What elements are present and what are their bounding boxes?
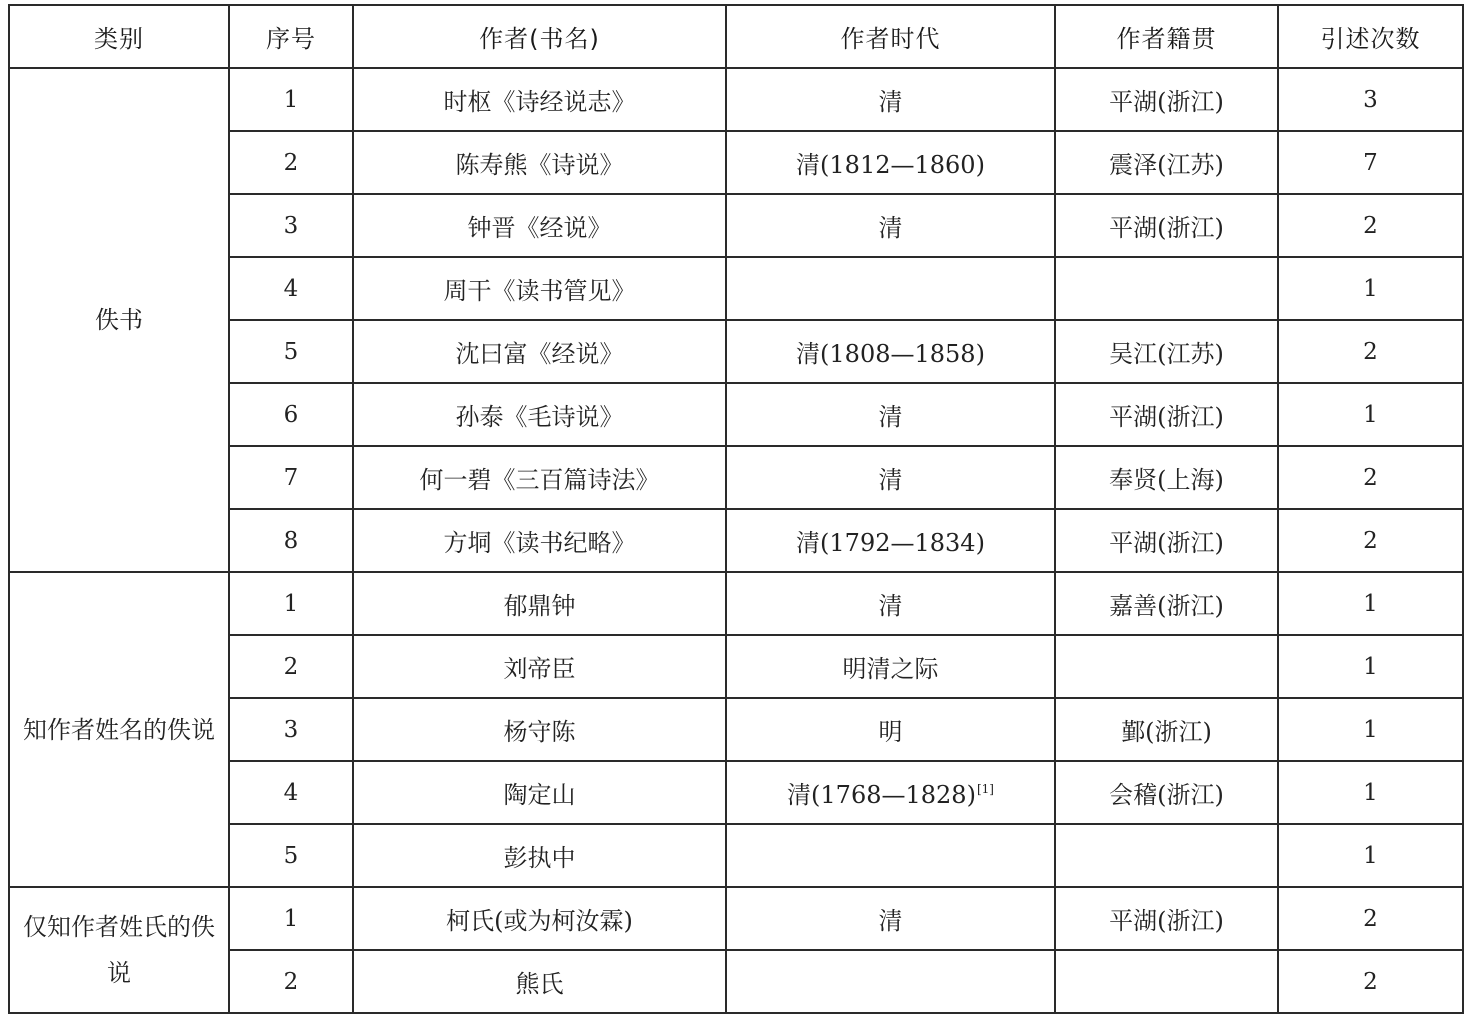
citations-cell-text: 2 bbox=[1363, 968, 1378, 995]
author-book-cell-text: 时枢《诗经说志》 bbox=[443, 88, 636, 116]
native-place-cell bbox=[1055, 131, 1278, 194]
header-seq: 序号 bbox=[229, 5, 353, 68]
citations-cell bbox=[1278, 572, 1463, 635]
era-cell bbox=[726, 572, 1055, 635]
seq-cell bbox=[229, 509, 353, 572]
author-book-cell bbox=[353, 257, 726, 320]
citations-cell-text: 1 bbox=[1363, 401, 1378, 428]
citations-cell-text: 2 bbox=[1363, 338, 1378, 365]
seq-cell-text: 1 bbox=[283, 86, 299, 113]
seq-cell bbox=[229, 383, 353, 446]
author-book-cell bbox=[353, 761, 726, 824]
header-native-place: 作者籍贯 bbox=[1055, 5, 1278, 68]
seq-cell-text: 6 bbox=[283, 401, 299, 428]
seq-cell bbox=[229, 320, 353, 383]
author-book-cell bbox=[353, 572, 726, 635]
author-book-cell-text: 方垌《读书纪略》 bbox=[443, 529, 636, 557]
citations-cell bbox=[1278, 131, 1463, 194]
seq-cell-text: 1 bbox=[283, 590, 299, 617]
native-place-cell bbox=[1055, 572, 1278, 635]
seq-cell-text: 5 bbox=[283, 338, 299, 365]
author-book-cell bbox=[353, 446, 726, 509]
native-place-cell bbox=[1055, 698, 1278, 761]
citations-cell-text: 2 bbox=[1363, 212, 1378, 239]
footnote-marker: [1] bbox=[976, 782, 994, 796]
author-book-cell bbox=[353, 383, 726, 446]
header-category: 类别 bbox=[9, 5, 229, 68]
author-book-cell-text: 周干《读书管见》 bbox=[443, 277, 636, 305]
citations-cell bbox=[1278, 698, 1463, 761]
seq-cell-text: 4 bbox=[283, 275, 299, 302]
seq-cell-text: 4 bbox=[283, 779, 299, 806]
author-book-cell bbox=[353, 824, 726, 887]
citations-cell bbox=[1278, 887, 1463, 950]
seq-cell bbox=[229, 257, 353, 320]
header-author-book: 作者(书名) bbox=[353, 5, 726, 68]
native-place-cell-text: 平湖(浙江) bbox=[1109, 529, 1224, 557]
native-place-cell bbox=[1055, 824, 1278, 887]
seq-cell-text: 2 bbox=[283, 653, 299, 680]
seq-cell-text: 3 bbox=[283, 716, 299, 743]
author-book-cell-text: 熊氏 bbox=[515, 970, 564, 998]
category-cell: 佚书 bbox=[9, 68, 229, 572]
native-place-cell bbox=[1055, 320, 1278, 383]
seq-cell bbox=[229, 950, 353, 1013]
citations-cell bbox=[1278, 383, 1463, 446]
seq-cell-text: 3 bbox=[283, 212, 299, 239]
era-cell-text: 清 bbox=[878, 214, 903, 242]
seq-cell-text: 8 bbox=[283, 527, 299, 554]
native-place-cell bbox=[1055, 761, 1278, 824]
citations-cell-text: 2 bbox=[1363, 464, 1378, 491]
author-book-cell-text: 陈寿熊《诗说》 bbox=[455, 151, 624, 179]
seq-cell bbox=[229, 446, 353, 509]
citations-cell-text: 2 bbox=[1363, 527, 1378, 554]
seq-cell-text: 7 bbox=[283, 464, 299, 491]
era-cell-text: 清 bbox=[878, 907, 903, 935]
author-book-cell-text: 郁鼎钟 bbox=[503, 592, 576, 620]
author-book-cell bbox=[353, 698, 726, 761]
citations-cell bbox=[1278, 257, 1463, 320]
table-row bbox=[9, 68, 1463, 131]
era-cell-text: 清(1812—1860) bbox=[796, 151, 985, 179]
citations-cell bbox=[1278, 761, 1463, 824]
seq-cell bbox=[229, 761, 353, 824]
author-book-cell bbox=[353, 950, 726, 1013]
native-place-cell-text: 嘉善(浙江) bbox=[1109, 592, 1224, 620]
author-book-cell bbox=[353, 887, 726, 950]
citations-cell bbox=[1278, 194, 1463, 257]
table-row bbox=[9, 572, 1463, 635]
category-cell: 知作者姓名的佚说 bbox=[9, 572, 229, 887]
native-place-cell bbox=[1055, 383, 1278, 446]
citations-cell-text: 1 bbox=[1363, 275, 1378, 302]
native-place-cell-text: 震泽(江苏) bbox=[1109, 151, 1224, 179]
era-cell bbox=[726, 320, 1055, 383]
era-cell bbox=[726, 698, 1055, 761]
era-cell bbox=[726, 383, 1055, 446]
native-place-cell bbox=[1055, 887, 1278, 950]
native-place-cell-text: 鄞(浙江) bbox=[1121, 718, 1212, 746]
author-book-cell bbox=[353, 509, 726, 572]
seq-cell-text: 5 bbox=[283, 842, 299, 869]
author-book-cell bbox=[353, 635, 726, 698]
author-book-cell bbox=[353, 68, 726, 131]
era-cell-text: 清 bbox=[878, 88, 903, 116]
native-place-cell bbox=[1055, 509, 1278, 572]
author-book-cell-text: 沈曰富《经说》 bbox=[455, 340, 624, 368]
citations-cell bbox=[1278, 509, 1463, 572]
era-cell bbox=[726, 257, 1055, 320]
era-cell bbox=[726, 131, 1055, 194]
citations-cell bbox=[1278, 320, 1463, 383]
native-place-cell bbox=[1055, 950, 1278, 1013]
citations-cell-text: 1 bbox=[1363, 716, 1378, 743]
category-cell: 仅知作者姓氏的佚说 bbox=[9, 887, 229, 1013]
citations-cell-text: 2 bbox=[1363, 905, 1378, 932]
author-book-cell-text: 柯氏(或为柯汝霖) bbox=[446, 907, 633, 935]
era-cell-text: 清 bbox=[878, 466, 903, 494]
seq-cell-text: 2 bbox=[283, 149, 299, 176]
citations-cell-text: 1 bbox=[1363, 590, 1378, 617]
era-cell-text: 清 bbox=[878, 403, 903, 431]
citation-table bbox=[8, 4, 1464, 1014]
author-book-cell-text: 何一碧《三百篇诗法》 bbox=[419, 466, 660, 494]
author-book-cell-text: 彭执中 bbox=[503, 844, 576, 872]
native-place-cell bbox=[1055, 257, 1278, 320]
era-cell-text: 清(1792—1834) bbox=[796, 529, 985, 557]
citations-cell bbox=[1278, 68, 1463, 131]
header-era: 作者时代 bbox=[726, 5, 1055, 68]
header-row bbox=[9, 5, 1463, 68]
native-place-cell bbox=[1055, 635, 1278, 698]
citations-cell bbox=[1278, 950, 1463, 1013]
citations-cell bbox=[1278, 446, 1463, 509]
citations-cell-text: 1 bbox=[1363, 653, 1378, 680]
author-book-cell bbox=[353, 194, 726, 257]
seq-cell bbox=[229, 698, 353, 761]
native-place-cell-text: 平湖(浙江) bbox=[1109, 88, 1224, 116]
native-place-cell-text: 平湖(浙江) bbox=[1109, 403, 1224, 431]
citations-cell bbox=[1278, 635, 1463, 698]
era-cell bbox=[726, 635, 1055, 698]
author-book-cell bbox=[353, 131, 726, 194]
author-book-cell-text: 杨守陈 bbox=[503, 718, 576, 746]
seq-cell bbox=[229, 194, 353, 257]
era-cell-text: 清 bbox=[878, 592, 903, 620]
seq-cell bbox=[229, 635, 353, 698]
native-place-cell-text: 平湖(浙江) bbox=[1109, 907, 1224, 935]
header-citations: 引述次数 bbox=[1278, 5, 1463, 68]
native-place-cell-text: 平湖(浙江) bbox=[1109, 214, 1224, 242]
table-body bbox=[9, 68, 1463, 1013]
author-book-cell-text: 孙泰《毛诗说》 bbox=[455, 403, 624, 431]
era-cell bbox=[726, 194, 1055, 257]
seq-cell bbox=[229, 824, 353, 887]
seq-cell bbox=[229, 68, 353, 131]
era-cell-text: 清(1768—1828) bbox=[787, 781, 976, 809]
citations-cell-text: 3 bbox=[1363, 86, 1378, 113]
era-cell bbox=[726, 68, 1055, 131]
native-place-cell bbox=[1055, 194, 1278, 257]
author-book-cell-text: 钟晋《经说》 bbox=[467, 214, 612, 242]
native-place-cell-text: 奉贤(上海) bbox=[1109, 466, 1224, 494]
native-place-cell-text: 吴江(江苏) bbox=[1109, 340, 1224, 368]
native-place-cell bbox=[1055, 68, 1278, 131]
author-book-cell-text: 刘帝臣 bbox=[503, 655, 576, 683]
author-book-cell-text: 陶定山 bbox=[503, 781, 576, 809]
era-cell-text: 清(1808—1858) bbox=[796, 340, 985, 368]
era-cell bbox=[726, 761, 1055, 824]
seq-cell bbox=[229, 572, 353, 635]
table-row bbox=[9, 887, 1463, 950]
seq-cell bbox=[229, 131, 353, 194]
citations-cell bbox=[1278, 824, 1463, 887]
era-cell bbox=[726, 950, 1055, 1013]
seq-cell-text: 1 bbox=[283, 905, 299, 932]
era-cell bbox=[726, 509, 1055, 572]
citations-cell-text: 1 bbox=[1363, 842, 1378, 869]
native-place-cell-text: 会稽(浙江) bbox=[1109, 781, 1224, 809]
author-book-cell bbox=[353, 320, 726, 383]
era-cell bbox=[726, 887, 1055, 950]
seq-cell-text: 2 bbox=[283, 968, 299, 995]
era-cell bbox=[726, 446, 1055, 509]
seq-cell bbox=[229, 887, 353, 950]
era-cell-text: 明清之际 bbox=[842, 655, 939, 683]
native-place-cell bbox=[1055, 446, 1278, 509]
era-cell-text: 明 bbox=[878, 718, 903, 746]
citations-cell-text: 1 bbox=[1363, 779, 1378, 806]
citations-cell-text: 7 bbox=[1363, 149, 1378, 176]
era-cell bbox=[726, 824, 1055, 887]
